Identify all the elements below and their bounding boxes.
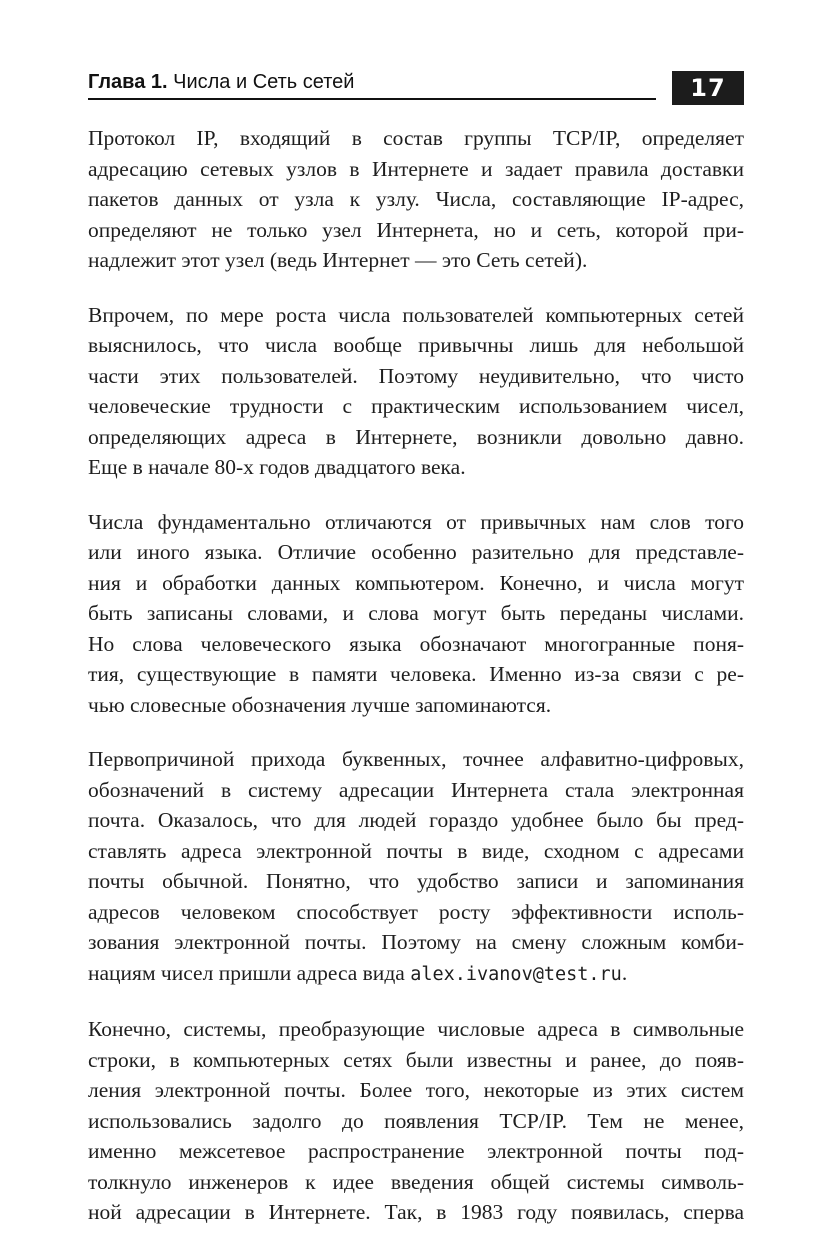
text-line: ления электронной почты. Более того, некоторые из этих систем	[88, 1078, 744, 1102]
paragraph-2	[88, 300, 744, 483]
text-line: зования электронной почты. Поэтому на смену сложным комби-	[88, 930, 744, 954]
text-line: определяют не только узел Интернета, но и сеть, которой при-	[88, 217, 744, 242]
text-line: быть записаны словами, и слова могут быть переданы числами.	[88, 601, 744, 625]
text-line: Но слова человеческого языка обозначают многогранные поня-	[88, 631, 744, 656]
text-line: адресацию сетевых узлов в Интернете и задает правила доставки	[88, 156, 744, 181]
text-line: именно межсетевое распространение электронной почты под-	[88, 1139, 744, 1163]
text-line: пакетов данных от узла к узлу. Числа, составляющие IP-адрес,	[88, 187, 744, 211]
chapter-label: Глава 1.	[88, 71, 168, 93]
text-line: определяющих адреса в Интернете, возникли довольно давно.	[88, 424, 744, 449]
text-line: адресов человеком способствует росту эффективности исполь-	[88, 899, 744, 924]
text-line: Первопричиной прихода буквенных, точнее алфавитно-цифровых,	[88, 747, 744, 771]
text-line: строки, в компьютерных сетях были известны и ранее, до появ-	[88, 1047, 744, 1072]
text-line: надлежит этот узел (ведь Интернет — это Сеть сетей).	[88, 248, 588, 272]
text-line: почты обычной. Понятно, что удобство записи и запоминания	[88, 869, 744, 893]
paragraph-3	[88, 507, 744, 721]
text-line: чью словесные обозначения лучше запоминаются.	[88, 692, 552, 717]
paragraph-1	[88, 123, 744, 276]
text-line: обозначений в систему адресации Интернета стала электронная	[88, 777, 744, 802]
body-text	[88, 123, 744, 1252]
text-line: Впрочем, по мере роста числа пользователей компьютерных сетей	[88, 302, 744, 327]
paragraph-4	[88, 744, 744, 990]
text-line: ной адресации в Интернете. Так, в 1983 году появилась, сперва	[88, 1200, 744, 1224]
text-line: человеческие трудности с практическим использованием чисел,	[88, 394, 744, 418]
email-example: alex.ivanov@test.ru	[410, 963, 622, 985]
paragraph-5	[88, 1014, 744, 1228]
text-line: ния и обработки данных компьютером. Конечно, и числа могут	[88, 570, 744, 595]
text-line: толкнуло инженеров к идее введения общей системы символь-	[88, 1169, 744, 1194]
chapter-title: Числа и Сеть сетей	[173, 71, 355, 93]
text-line: почта. Оказалось, что для людей гораздо удобнее было бы пред-	[88, 808, 744, 832]
text-line: Конечно, системы, преобразующие числовые адреса в символьные	[88, 1017, 744, 1041]
text-line: тия, существующие в памяти человека. Именно из-за связи с ре-	[88, 662, 744, 686]
text-line: Протокол IP, входящий в состав группы TCP/IP, определяет	[88, 126, 744, 150]
text-line: Еще в начале 80-х годов двадцатого века.	[88, 455, 466, 479]
text-line: части этих пользователей. Поэтому неудивительно, что чисто	[88, 363, 744, 388]
text-line: Числа фундаментально отличаются от привычных нам слов того	[88, 509, 744, 534]
text-line: выяснилось, что числа вообще привычны лишь для небольшой	[88, 333, 744, 357]
text-line-with-email	[88, 958, 744, 991]
text-line: ставлять адреса электронной почты в виде, сходном с адресами	[88, 838, 744, 863]
text-line: использовались задолго до появления TCP/IP. Тем не менее,	[88, 1108, 744, 1133]
text-line: или иного языка. Отличие особенно разительно для представле-	[88, 540, 744, 564]
running-header	[88, 66, 656, 100]
page-number: 17	[672, 71, 744, 105]
text-fragment: .	[621, 960, 628, 985]
text-fragment: нациям чисел пришли адреса вида	[88, 960, 411, 985]
